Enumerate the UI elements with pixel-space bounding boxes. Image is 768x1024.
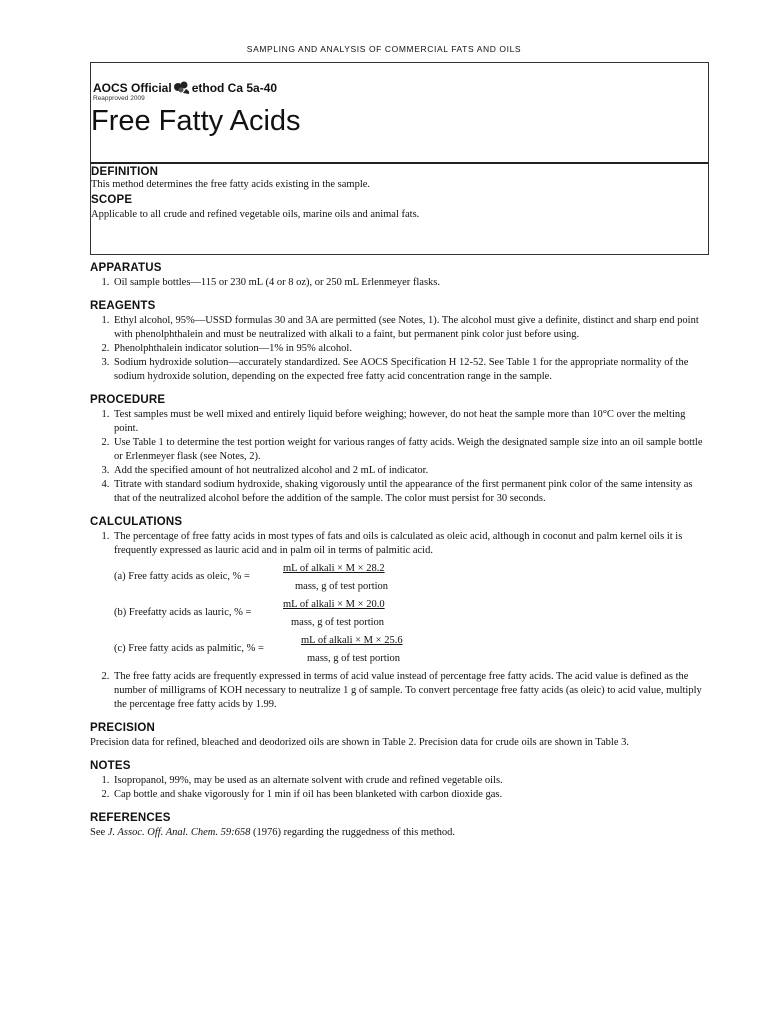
list-item: 1. Ethyl alcohol, 95%—USSD formulas 30 and 3A are permitted (see Notes, 1). The alcohol must give a definite, distinct and sharp end point with phenolphthalein and must be neutralized with alkali to a faint, but permanent pink color just before using. bbox=[112, 314, 710, 342]
equation-denominator: mass, g of test portion bbox=[307, 653, 401, 664]
definition-text: This method determines the free fatty acids existing in the sample. bbox=[91, 179, 371, 190]
scope-text: Applicable to all crude and refined vegetable oils, marine oils and animal fats. bbox=[91, 209, 420, 220]
definition-heading: DEFINITION bbox=[91, 166, 159, 178]
equation-label: (c) Free fatty acids as palmitic, % = bbox=[114, 643, 264, 654]
list-item: 2. Use Table 1 to determine the test portion weight for various ranges of fatty acids. Weigh the designated sample size into an oil sample bottle or Erlenmeyer flask (see Notes, 2). bbox=[112, 436, 710, 464]
reagents-heading: REAGENTS bbox=[90, 300, 156, 312]
list-item bbox=[112, 530, 710, 670]
equation-label: (a) Free fatty acids as oleic, % = bbox=[114, 571, 250, 582]
scope-heading: SCOPE bbox=[91, 194, 133, 206]
equation-oleic bbox=[114, 562, 710, 598]
reference-journal: J. Assoc. Off. Anal. Chem. 59:658 bbox=[107, 827, 251, 838]
notes-heading: NOTES bbox=[90, 760, 131, 772]
equation-denominator: mass, g of test portion bbox=[291, 617, 385, 628]
method-body bbox=[90, 262, 710, 846]
equation-palmitic bbox=[114, 634, 710, 670]
apparatus-section bbox=[90, 262, 710, 290]
method-suffix: ethod Ca 5a-40 bbox=[191, 81, 278, 95]
equation-numerator: mL of alkali × M × 20.0 bbox=[283, 599, 385, 610]
list-item: 1. Test samples must be well mixed and entirely liquid before weighing; however, do not heat the sample more than 10°C over the melting point. bbox=[112, 408, 710, 436]
reagents-section bbox=[90, 300, 710, 384]
list-item: 2. Cap bottle and shake vigorously for 1 min if oil has been blanketed with carbon dioxide gas. bbox=[112, 788, 710, 802]
list-item: 1. Isopropanol, 99%, may be used as an alternate solvent with crude and refined vegetable oils. bbox=[112, 774, 710, 788]
notes-section bbox=[90, 760, 710, 802]
procedure-section bbox=[90, 394, 710, 506]
reference-suffix: (1976) regarding the ruggedness of this method. bbox=[250, 827, 456, 838]
list-item: 2. The free fatty acids are frequently expressed in terms of acid value instead of percentage free fatty acids. The acid value is defined as the number of milligrams of KOH necessary to neutralize 1 g of sample. To convert percentage free fatty acids (as oleic) to acid value, multiply the percentage free fatty acids by 1.99. bbox=[112, 670, 710, 712]
equation-numerator: mL of alkali × M × 25.6 bbox=[301, 635, 403, 646]
aocs-logo-icon bbox=[173, 80, 191, 97]
calculation-text: The percentage of free fatty acids in most types of fats and oils is calculated as oleic acid, although in coconut and palm kernel oils it is frequently expressed as lauric acid and in palm oil in terms of palmitic acid. bbox=[114, 531, 683, 556]
calculations-section bbox=[90, 516, 710, 712]
equation-lauric bbox=[114, 598, 710, 634]
page-title: Free Fatty Acids bbox=[91, 105, 301, 137]
precision-text: Precision data for refined, bleached and deodorized oils are shown in Table 2. Precision data for crude oils are shown in Table 3. bbox=[90, 737, 630, 748]
references-heading: REFERENCES bbox=[90, 812, 171, 824]
apparatus-heading: APPARATUS bbox=[90, 262, 162, 274]
title-box bbox=[90, 62, 709, 163]
equation-label: (b) Freefatty acids as lauric, % = bbox=[114, 607, 252, 618]
list-item: 1. Oil sample bottles—115 or 230 mL (4 or 8 oz), or 250 mL Erlenmeyer flasks. bbox=[112, 276, 710, 290]
reference-text bbox=[90, 826, 710, 840]
calculations-heading: CALCULATIONS bbox=[90, 516, 183, 528]
list-item: 3. Add the specified amount of hot neutralized alcohol and 2 mL of indicator. bbox=[112, 464, 710, 478]
list-item: 4. Titrate with standard sodium hydroxide, shaking vigorously until the appearance of the first permanent pink color of the same intensity as that of the neutralized alcohol before the addition of the sample. The color must persist for 30 seconds. bbox=[112, 478, 710, 506]
method-prefix: AOCS Official bbox=[93, 81, 172, 95]
precision-heading: PRECISION bbox=[90, 722, 156, 734]
reapproved-note: Reapproved 2009 bbox=[93, 95, 145, 102]
list-item: 3. Sodium hydroxide solution—accurately standardized. See AOCS Specification H 12-52. See Table 1 for the appropriate normality of the sodium hydroxide solution, depending on the expected free fatty acid concentration range in the sample. bbox=[112, 356, 710, 384]
definition-scope-box bbox=[90, 162, 709, 255]
equation-denominator: mass, g of test portion bbox=[295, 581, 389, 592]
precision-section bbox=[90, 722, 710, 750]
reference-prefix: See bbox=[90, 827, 108, 838]
running-head: SAMPLING AND ANALYSIS OF COMMERCIAL FATS AND OILS bbox=[246, 44, 522, 54]
procedure-heading: PROCEDURE bbox=[90, 394, 166, 406]
equation-numerator: mL of alkali × M × 28.2 bbox=[283, 563, 385, 574]
list-item: 2. Phenolphthalein indicator solution—1% in 95% alcohol. bbox=[112, 342, 710, 356]
references-section bbox=[90, 812, 710, 840]
